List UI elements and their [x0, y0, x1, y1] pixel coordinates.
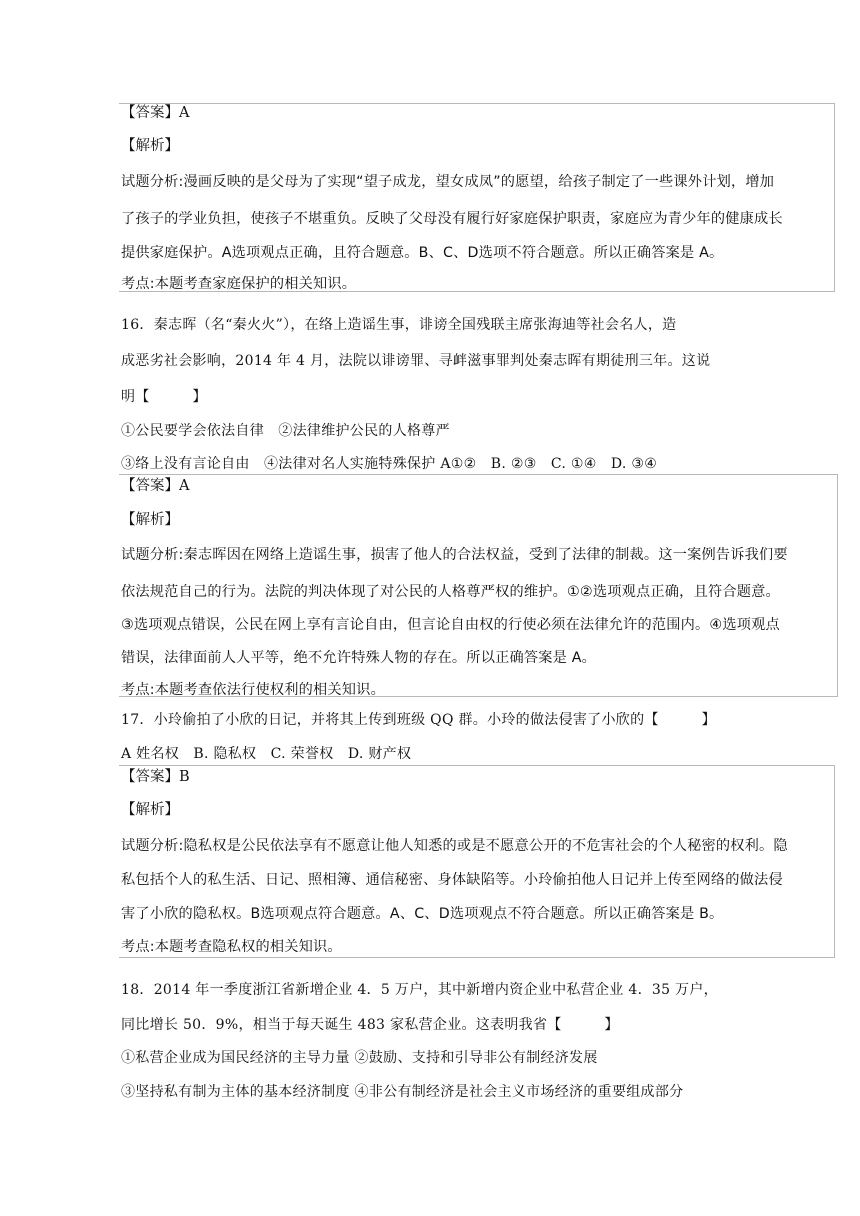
question-18-option: ③坚持私有制为主体的基本经济制度 ④非公有制经济是社会主义市场经济的重要组成部分 — [121, 1084, 684, 1100]
question-16-line: 成恶劣社会影响，2014 年 4 月，法院以诽谤罪、寻衅滋事罪判处秦志晖有期徒刑三年。这说 — [121, 353, 711, 369]
analysis-line: 私包括个人的私生活、日记、照相簿、通信秘密、身体缺陷等。小玲偷拍他人日记并上传至网络的做法侵 — [121, 872, 783, 888]
analysis-title: 【解析】 — [121, 802, 179, 818]
question-16-line: 明【 】 — [121, 389, 207, 405]
answer-label: 【答案】B — [121, 769, 190, 785]
analysis-line: 试题分析:漫画反映的是父母为了实现“望子成龙，望女成凤”的愿望，给孩子制定了一些课外计划，增加 — [121, 174, 775, 190]
analysis-title: 【解析】 — [121, 512, 179, 528]
answer-label: 【答案】A — [121, 478, 190, 494]
analysis-title: 【解析】 — [121, 138, 179, 154]
analysis-line: 试题分析:隐私权是公民依法享有不愿意让他人知悉的或是不愿意公开的不危害社会的个人秘密的权利。隐 — [121, 838, 788, 854]
analysis-line: 害了小欣的隐私权。B选项观点符合题意。A、C、D选项观点不符合题意。所以正确答案是 B。 — [121, 906, 724, 922]
analysis-line: 错误，法律面前人人平等，绝不允许特殊人物的存在。所以正确答案是 A。 — [121, 650, 597, 666]
knowledge-point: 考点:本题考查依法行使权利的相关知识。 — [121, 682, 385, 698]
analysis-line: 了孩子的学业负担，使孩子不堪重负。反映了父母没有履行好家庭保护职责，家庭应为青少年的健康成长 — [121, 211, 783, 227]
knowledge-point: 考点:本题考查隐私权的相关知识。 — [121, 939, 342, 955]
answer-label: 【答案】A — [121, 105, 190, 121]
question-18-option: ①私营企业成为国民经济的主导力量 ②鼓励、支持和引导非公有制经济发展 — [121, 1050, 598, 1066]
question-16-option: ①公民要学会依法自律 ②法律维护公民的人格尊严 — [121, 423, 450, 439]
analysis-line: 试题分析:秦志晖因在网络上造谣生事，损害了他人的合法权益，受到了法律的制裁。这一案例告诉我们要 — [121, 547, 788, 563]
analysis-line: 依法规范自己的行为。法院的判决体现了对公民的人格尊严权的维护。①②选项观点正确，且符合题意。 — [121, 584, 780, 600]
answer-box-17 — [119, 765, 835, 958]
analysis-line: 提供家庭保护。A选项观点正确，且符合题意。B、C、D选项不符合题意。所以正确答案是 A。 — [121, 245, 724, 261]
answer-box-15 — [119, 103, 835, 292]
question-16-line: 16．秦志晖（名“秦火火”），在络上造谣生事，诽谤全国残联主席张海迪等社会名人，造 — [121, 317, 677, 333]
question-17-line: 17．小玲偷拍了小欣的日记，并将其上传到班级 QQ 群。小玲的做法侵害了小欣的【 】 — [121, 712, 716, 728]
question-18-line: 18．2014 年一季度浙江省新增企业 4．5 万户，其中新增内资企业中私营企业 4．35 万户， — [121, 982, 718, 998]
question-17-option: A 姓名权 B. 隐私权 C. 荣誉权 D. 财产权 — [121, 746, 412, 762]
question-18-line: 同比增长 50．9%，相当于每天诞生 483 家私营企业。这表明我省【 】 — [121, 1017, 619, 1033]
question-16-option: ③络上没有言论自由 ④法律对名人实施特殊保护 A①② B. ②③ C. ①④ D. ③④ — [121, 456, 658, 472]
analysis-line: ③选项观点错误，公民在网上享有言论自由，但言论自由权的行使必须在法律允许的范围内。④选项观点 — [121, 617, 780, 633]
knowledge-point: 考点:本题考查家庭保护的相关知识。 — [121, 276, 357, 292]
